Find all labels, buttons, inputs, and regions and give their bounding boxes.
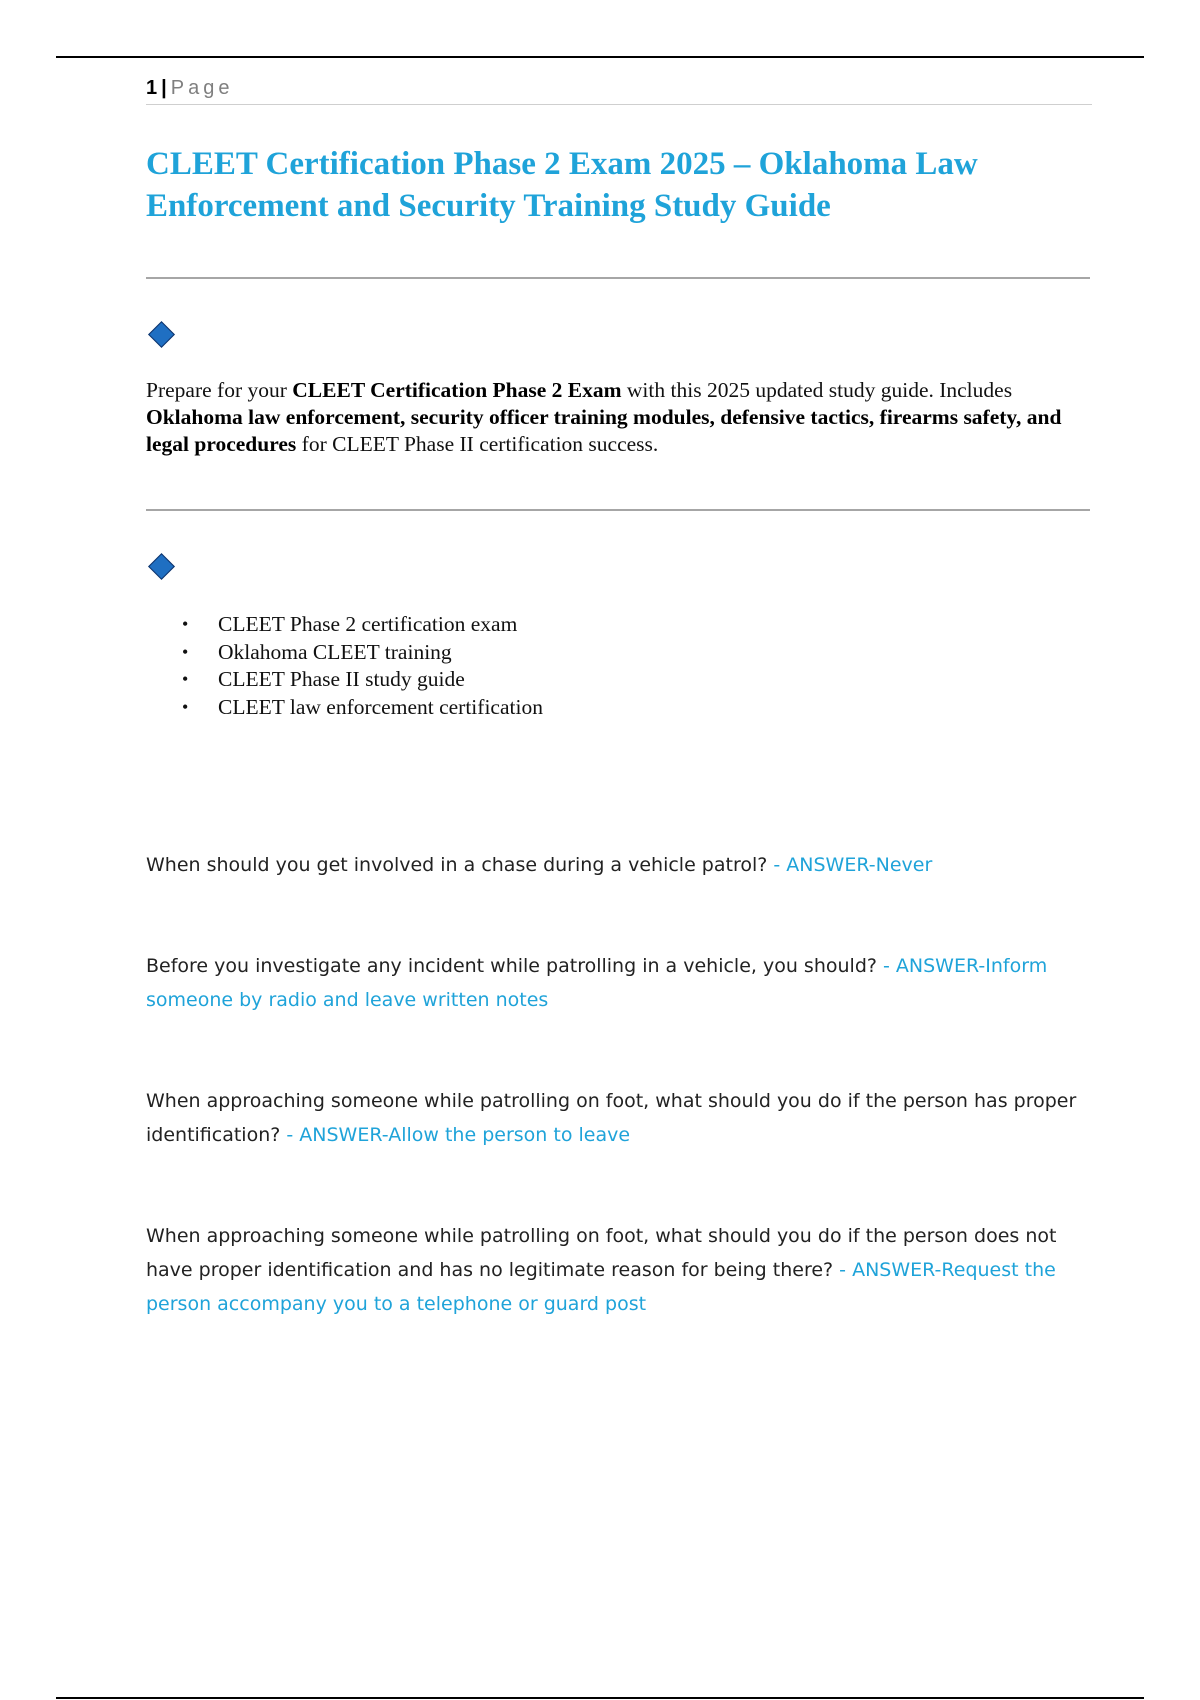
diamond-icon — [148, 321, 175, 348]
page-separator: | — [161, 77, 167, 99]
keyword-list — [146, 611, 1046, 721]
answer-text: - ANSWER-Never — [773, 854, 933, 876]
intro-bold-exam: CLEET Certification Phase 2 Exam — [292, 378, 622, 402]
question-text: Before you investigate any incident while patrolling in a vehicle, you should? — [146, 955, 884, 977]
page-header — [146, 74, 1092, 105]
question-text: When approaching someone while patrolling on foot, what should you do if the person does not have proper identification and has no legitimate reason for being there? — [146, 1225, 1057, 1281]
qa-item — [146, 848, 1086, 882]
list-item: • CLEET Phase II study guide — [146, 666, 1046, 694]
list-item: • CLEET Phase 2 certification exam — [146, 611, 1046, 639]
answer-text: - ANSWER-Allow the person to leave — [286, 1124, 631, 1146]
answer-text: - ANSWER-Request the person accompany you to a telephone or guard post — [146, 1259, 1056, 1315]
qa-item — [146, 1219, 1086, 1321]
page-label: Page — [170, 77, 234, 99]
document-title: CLEET Certification Phase 2 Exam 2025 – Oklahoma Law Enforcement and Security Training Study Guide — [146, 146, 978, 224]
section-divider — [146, 509, 1090, 511]
question-text: When should you get involved in a chase during a vehicle patrol? — [146, 854, 774, 876]
qa-item — [146, 949, 1086, 1017]
intro-text: Prepare for your — [146, 378, 293, 402]
list-item: • Oklahoma CLEET training — [146, 639, 1046, 667]
qa-item — [146, 1084, 1086, 1152]
top-border-rule — [56, 56, 1144, 58]
diamond-icon — [148, 553, 175, 580]
intro-text: with this 2025 updated study guide. Includes — [621, 378, 1013, 402]
intro-text: for CLEET Phase II certification success. — [296, 432, 659, 456]
intro-paragraph — [146, 377, 1096, 458]
question-text: When approaching someone while patrolling on foot, what should you do if the person has proper identification? — [146, 1090, 1077, 1146]
section-divider — [146, 277, 1090, 279]
intro-bold-topics: Oklahoma law enforcement, security officer training modules, defensive tactics, firearms safety, and legal procedures — [146, 405, 1062, 456]
answer-text: - ANSWER-Inform someone by radio and leave written notes — [146, 955, 1048, 1011]
bottom-border-rule — [56, 1697, 1144, 1699]
list-item: • CLEET law enforcement certification — [146, 694, 1046, 722]
page-number: 1 — [146, 77, 158, 99]
